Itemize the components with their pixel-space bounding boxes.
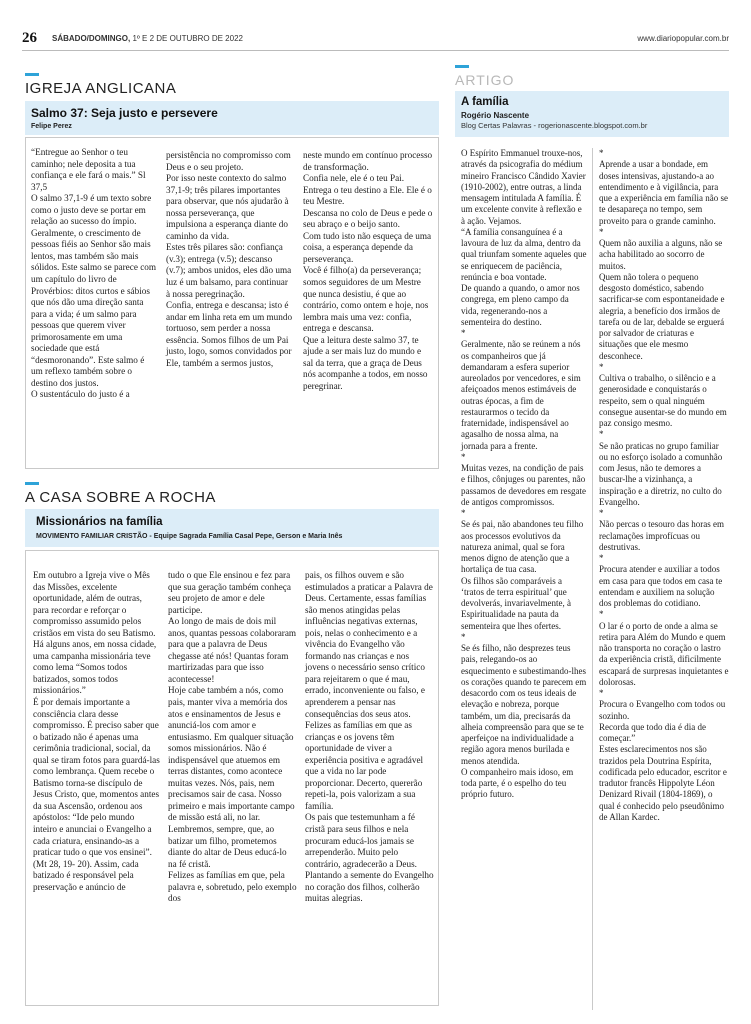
artigo-blog: Blog Certas Palavras - rogerionascente.blogspot.com.br [461,121,648,130]
section-accent-bar [25,482,39,485]
rocha-column-2: tudo o que Ele ensinou e fez para que sua geração também conheça seu projeto de amor e dele participe. Ao longo de mais de dois mil anos, quantas pessoas colaboraram para que a palavra de Deus chegasse até nós! Quantas foram martirizadas para que isso acontecesse! Hoje cabe também a nós, como pais, manter viva a memória dos atos e ensinamentos de Jesus e anunciá-los com amor e entusiasmo. Em qualquer situação somos missionários. Não é indispensável que atuemos em terras distantes, como acontece muitas vezes. Nós, pais, nem precisamos sair de casa. Nosso primeiro e mais importante campo de missão está ali, no lar. Lembremos, sempre, que, ao batizar um filho, prometemos diante do altar de Deus educá-lo na fé cristã. Felizes as famílias em que, pela palavra e, sobretudo, pelo exemplo dos [168,570,297,904]
website-link[interactable]: www.diariopopular.com.br [637,34,729,43]
rocha-column-3: pais, os filhos ouvem e são estimulados a praticar a Palavra de Deus. Certamente, essas famílias são menos atingidas pelas influências negativas externas, pois, nelas o conhecimento e a vivência do Evangelho vão formando nas crianças e nos jovens o necessário senso crítico para rejeitarem o que é mau, errado, inconveniente ou falso, e aprenderem a pensar nas consequências dos seus atos. Felizes as famílias em que as crianças e os jovens têm oportunidade de viver a experiência positiva e agradável que a vida no lar pode proporcionar. Decerto, quererão repeti-la, pois valorizam a sua família. Os pais que testemunham a fé cristã para seus filhos e nela procuram educá-los jamais se arrependerão. Muito pelo contrário, agradecerão a Deus. Plantando a semente do Evangelho no coração dos filhos, colherão muitas alegrias. [305,570,434,904]
anglicana-column-1: “Entregue ao Senhor o teu caminho; nele deposita a tua confiança e ele fará o mais.” Sl 37,5 O salmo 37,1-9 é um texto sobre como o justo deve se portar em relação ao sucesso do ímpio. Geralmente, o crescimento de pessoas fiéis ao Senhor são mais lentos, mas também são mais sólidos. Este salmo se parece com um capítulo do livro de Provérbios: ditos curtos e sábios que nós dão uma direção santa para a vida; é um salmo para pessoas que querem viver primorosamente em uma sociedade que está “desmoronando”. Este salmo é um reflexo também sobre o destino dos justos. O sustentáculo do justo é a [31,147,157,400]
edition-date [52,34,243,43]
anglicana-column-3: neste mundo em contínuo processo de transformação. Confia nele, ele é o teu Pai. Entrega o teu destino a Ele. Ele é o teu Mestre. Descansa no colo de Deus e pede o seu abraço e o beijo santo. Com tudo isto não esqueça de uma coisa, a esperança depende da perseverança. Você é filho(a) da perseverança; somos seguidores de um Mestre que nunca desistiu, é que ao contrário, como ontem e hoje, nos lembra mais uma vez: confia, entrega e descansa. Que a leitura deste salmo 37, te ajude a ser mais luz do mundo e sal da terra, que a graça de Deus nós acompanhe a todos, em nosso peregrinar. [303,150,433,391]
rocha-byline-team: - Equipe Sagrada Família Casal Pepe, Gerson e Maria Inês [147,533,343,540]
rocha-byline [36,533,342,540]
artigo-title-box [455,91,729,137]
anglicana-column-2: persistência no compromisso com Deus e o seu projeto. Por isso neste contexto do salmo 37,1-9; três pilares importantes para observar, que nós ajudarão à nossa perseverança, que impulsiona a esperança diante do caminho da vida. Estes três pilares são: confiança (v.3); entrega (v.5); descanso (v.7); ambos unidos, eles dão uma luz é um balsamo, para continuar à nossa peregrinação. Confia, entrega e descansa; isto é andar em linha reta em um mundo tortuoso, sem perder a nossa essência. Somos filhos de um Pai justo, logo, somos convidados por Ele, também a sermos justos, [166,150,293,368]
section-title-rocha: A CASA SOBRE A ROCHA [25,489,216,506]
rocha-column-1: Em outubro a Igreja vive o Mês das Missões, excelente oportunidade, além de outras, para recordar e reforçar o compromisso assumido pelos cristãos em vista do seu Batismo. Há alguns anos, em nossa cidade, uma campanha missionária teve como lema “Somos todos batizados, somos todos missionários.” É por demais importante a consciência clara desse compromisso. É preciso saber que o batizado não é apenas uma cerimônia tradicional, social, da qual se tiram fotos para guardá-las como lembrança. Quem recebe o Batismo torna-se discípulo de Jesus Cristo, que, momentos antes da sua Ascensão, ordenou aos apóstolos: “Ide pelo mundo inteiro e anunciai o Evangelho a cada criatura, ensinando-as a praticar tudo o que vos ensinei”. (Mt 28, 19- 20). Assim, cada batizado é responsável pela preservação e anúncio de [33,570,160,892]
artigo-column-2: * Aprende a usar a bondade, em doses intensivas, ajustando-a ao entendimento e à vigilância, para que a experiência em família não se te desapareça no tempo, sem proveito para o grande caminho. * Quem não auxilia a alguns, não se acha habilitado ao socorro de muitos. Quem não tolera o pequeno desgosto doméstico, sabendo sacrificar-se com espontaneidade e alegria, a benefício dos irmãos de tarefa ou de lar, debalde se erguerá por salvador de criaturas e situações que ele mesmo desconhece. * Cultiva o trabalho, o silêncio e a generosidade e conquistarás o respeito, sem o qual ninguém consegue ausentar-se do mundo em paz consigo mesmo. * Se não praticas no grupo familiar ou no esforço isolado a comunhão com Jesus, não te demores a buscar-lhe a vizinhança, a inspiração e a diretriz, no culto do Evangelho. * Não percas o tesouro das horas em reclamações improfícuas ou destrutivas. * Procura atender e auxiliar a todos em casa para que todos em casa te entendam e auxiliem na solução dos problemas do cotidiano. * O lar é o porto de onde a alma se retira para Além do Mundo e quem não transporta no coração o lastro da experiência cristã, dificilmente escapará de surpresas inquietantes e dolorosas. * Procura o Evangelho com todos ou sozinho. Recorda que todo dia é dia de começar.” Estes esclarecimentos nos são trazidos pela Doutrina Espírita, codificada pelo educador, escritor e tradutor francês Hippolyte Léon Denizard Rivail (1804-1869), o qual é conhecido pelo pseudônimo de Allan Kardec. [599,148,729,822]
section-title-anglicana: IGREJA ANGLICANA [25,80,177,97]
page-number: 26 [22,30,37,46]
rocha-title-box [25,509,439,547]
section-accent-bar [455,65,469,68]
artigo-author: Rogério Nascente [461,111,530,120]
edition-date-rest: 1º E 2 DE OUTUBRO DE 2022 [130,34,243,43]
header-divider [22,50,729,51]
rocha-byline-org: MOVIMENTO FAMILIAR CRISTÃO [36,533,148,540]
anglicana-title-box [25,101,439,135]
anglicana-author: Felipe Perez [31,123,72,130]
anglicana-article-title: Salmo 37: Seja justo e persevere [31,106,218,120]
rocha-article-title: Missionários na família [36,516,163,528]
artigo-column-1: O Espírito Emmanuel trouxe-nos, através da psicografia do médium mineiro Francisco Cândido Xavier (1910-2002), entre outras, a linda mensagem intitulada A família. É um excelente convite à reflexão e à ação. Vejamos. “A família consanguínea é a lavoura de luz da alma, dentro da qual triunfam somente aqueles que se enriquecem de paciência, renúncia e boa vontade. De quando a quando, o amor nos congrega, em pleno campo da vida, regenerando-nos a sementeira do destino. * Geralmente, não se reúnem a nós os companheiros que já demandaram a esfera superior aureolados por vencedores, e sim afeiçoados menos estimáveis de outras épocas, a fim de restaurarmos o tecido da fraternidade, indispensável ao agasalho de nossa alma, na jornada para a frente. * Muitas vezes, na condição de pais e filhos, cônjuges ou parentes, não passamos de devedores em resgate de antigos compromissos. * Se és pai, não abandones teu filho aos processos evolutivos da natureza animal, qual se fora menos digno de atenção que a hortaliça de tua casa. Os filhos são comparáveis a ‘tratos de terra espiritual’ que devolverás, invariavelmente, à Espiritualidade na pauta da sementeira que lhes ofertes. * Se és filho, não desprezes teus pais, relegando-os ao esquecimento e subestimando-lhes os corações quando te parecem em desacordo com os teus ideais de elevação e nobreza, porque também, um dia, precisarás da alheia compreensão para que se te aperfeiçoe na individualidade a região agora menos burilada e menos atendida. O companheiro mais idoso, em toda parte, é o espelho do teu próprio futuro. [461,148,587,800]
page-header [22,30,729,48]
edition-date-bold: SÁBADO/DOMINGO, [52,34,131,43]
artigo-article-title: A família [461,96,509,108]
section-accent-bar [25,73,39,76]
artigo-label: ARTIGO [455,72,515,88]
artigo-column-divider [592,148,593,1010]
